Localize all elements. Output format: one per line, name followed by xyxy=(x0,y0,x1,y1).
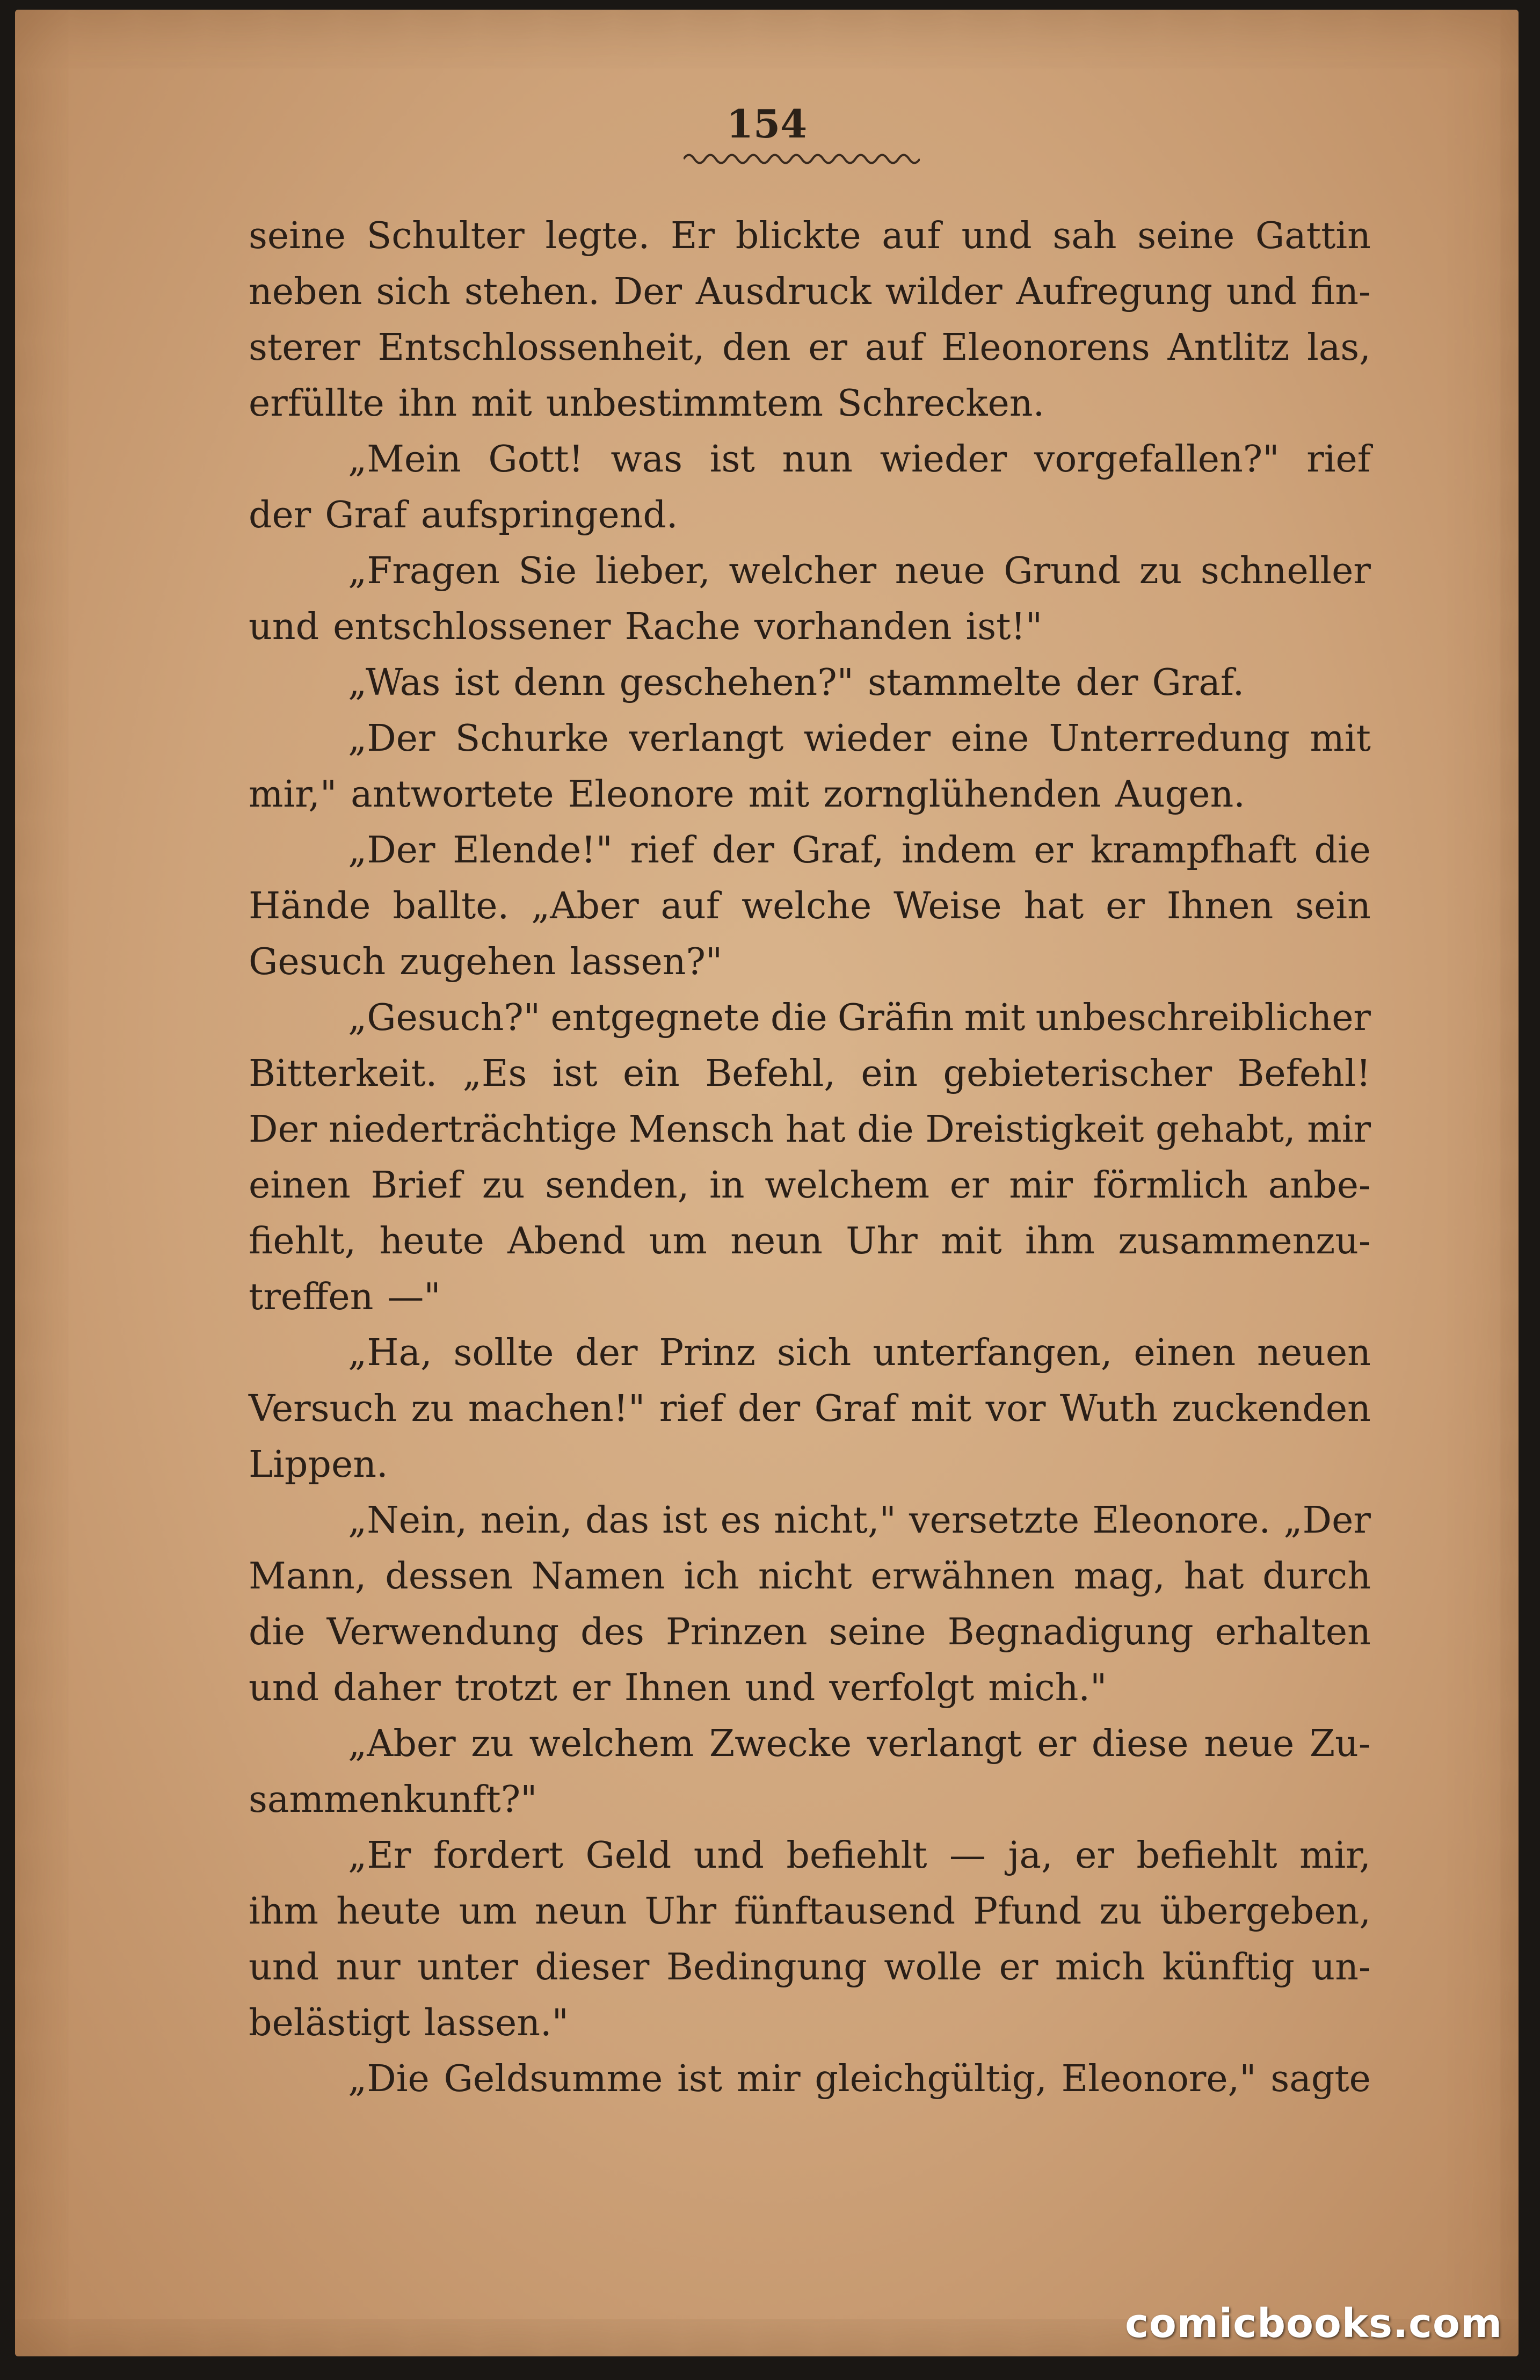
text-line: „Mein Gott! was ist nun wieder vorgefallen?" rief xyxy=(348,438,1371,481)
book-page xyxy=(15,10,1519,2356)
text-line: und nur unter dieser Bedingung wolle er mich künftig un- xyxy=(249,1946,1371,1989)
text-line: neben sich stehen. Der Ausdruck wilder Aufregung und fin- xyxy=(249,271,1371,313)
text-line: belästigt lassen." xyxy=(249,2002,569,2044)
text-line: und entschlossener Rache vorhanden ist!" xyxy=(249,606,1043,648)
text-line: „Ha, sollte der Prinz sich unterfangen, einen neuen xyxy=(348,1332,1371,1374)
text-line: Lippen. xyxy=(249,1443,388,1486)
text-line: „Der Elende!" rief der Graf, indem er krampfhaft die xyxy=(348,829,1371,872)
text-line: der Graf aufspringend. xyxy=(249,494,678,536)
text-line: sterer Entschlossenheit, den er auf Eleonorens Antlitz las, xyxy=(249,326,1371,369)
text-line: „Der Schurke verlangt wieder eine Unterredung mit xyxy=(348,717,1371,760)
text-line: Hände ballte. „Aber auf welche Weise hat er Ihnen sein xyxy=(249,885,1371,927)
wavy-ornament-line xyxy=(684,148,920,170)
text-line: „Fragen Sie lieber, welcher neue Grund zu schneller xyxy=(348,550,1371,592)
text-line: „Die Geldsumme ist mir gleichgültig, Eleonore," sagte xyxy=(348,2058,1371,2100)
text-line: Bitterkeit. „Es ist ein Befehl, ein gebieterischer Befehl! xyxy=(249,1053,1371,1095)
text-line: Gesuch zugehen lassen?" xyxy=(249,941,723,983)
text-line: erfüllte ihn mit unbestimmtem Schrecken. xyxy=(249,382,1045,425)
text-line: „Gesuch?" entgegnete die Gräfin mit unbeschreiblicher xyxy=(348,997,1371,1039)
text-line: ihm heute um neun Uhr fünftausend Pfund zu übergeben, xyxy=(249,1890,1371,1933)
body-text xyxy=(249,208,1371,2107)
text-line: und daher trotzt er Ihnen und verfolgt mich." xyxy=(249,1667,1107,1709)
text-line: treffen —" xyxy=(249,1276,441,1318)
text-line: Mann, dessen Namen ich nicht erwähnen mag, hat durch xyxy=(249,1555,1371,1598)
text-line: „Aber zu welchem Zwecke verlangt er diese neue Zu- xyxy=(348,1723,1371,1765)
page-number: 154 xyxy=(726,101,808,147)
text-line: mir," antwortete Eleonore mit zornglühenden Augen. xyxy=(249,773,1245,816)
text-line: fiehlt, heute Abend um neun Uhr mit ihm zusammenzu- xyxy=(249,1220,1371,1262)
text-line: „Er fordert Geld und befiehlt — ja, er befiehlt mir, xyxy=(348,1834,1371,1877)
text-line: einen Brief zu senden, in welchem er mir förmlich anbe- xyxy=(249,1164,1371,1207)
site-watermark: comicbooks.com xyxy=(1125,2301,1502,2347)
text-line: Der niederträchtige Mensch hat die Dreistigkeit gehabt, mir xyxy=(249,1108,1371,1151)
text-line: „Nein, nein, das ist es nicht," versetzte Eleonore. „Der xyxy=(348,1499,1371,1542)
text-line: „Was ist denn geschehen?" stammelte der Graf. xyxy=(348,662,1245,704)
text-line: die Verwendung des Prinzen seine Begnadigung erhalten xyxy=(249,1611,1371,1653)
text-line: seine Schulter legte. Er blickte auf und sah seine Gattin xyxy=(249,215,1371,257)
text-line: sammenkunft?" xyxy=(249,1779,537,1821)
text-line: Versuch zu machen!" rief der Graf mit vor Wuth zuckenden xyxy=(249,1388,1371,1430)
